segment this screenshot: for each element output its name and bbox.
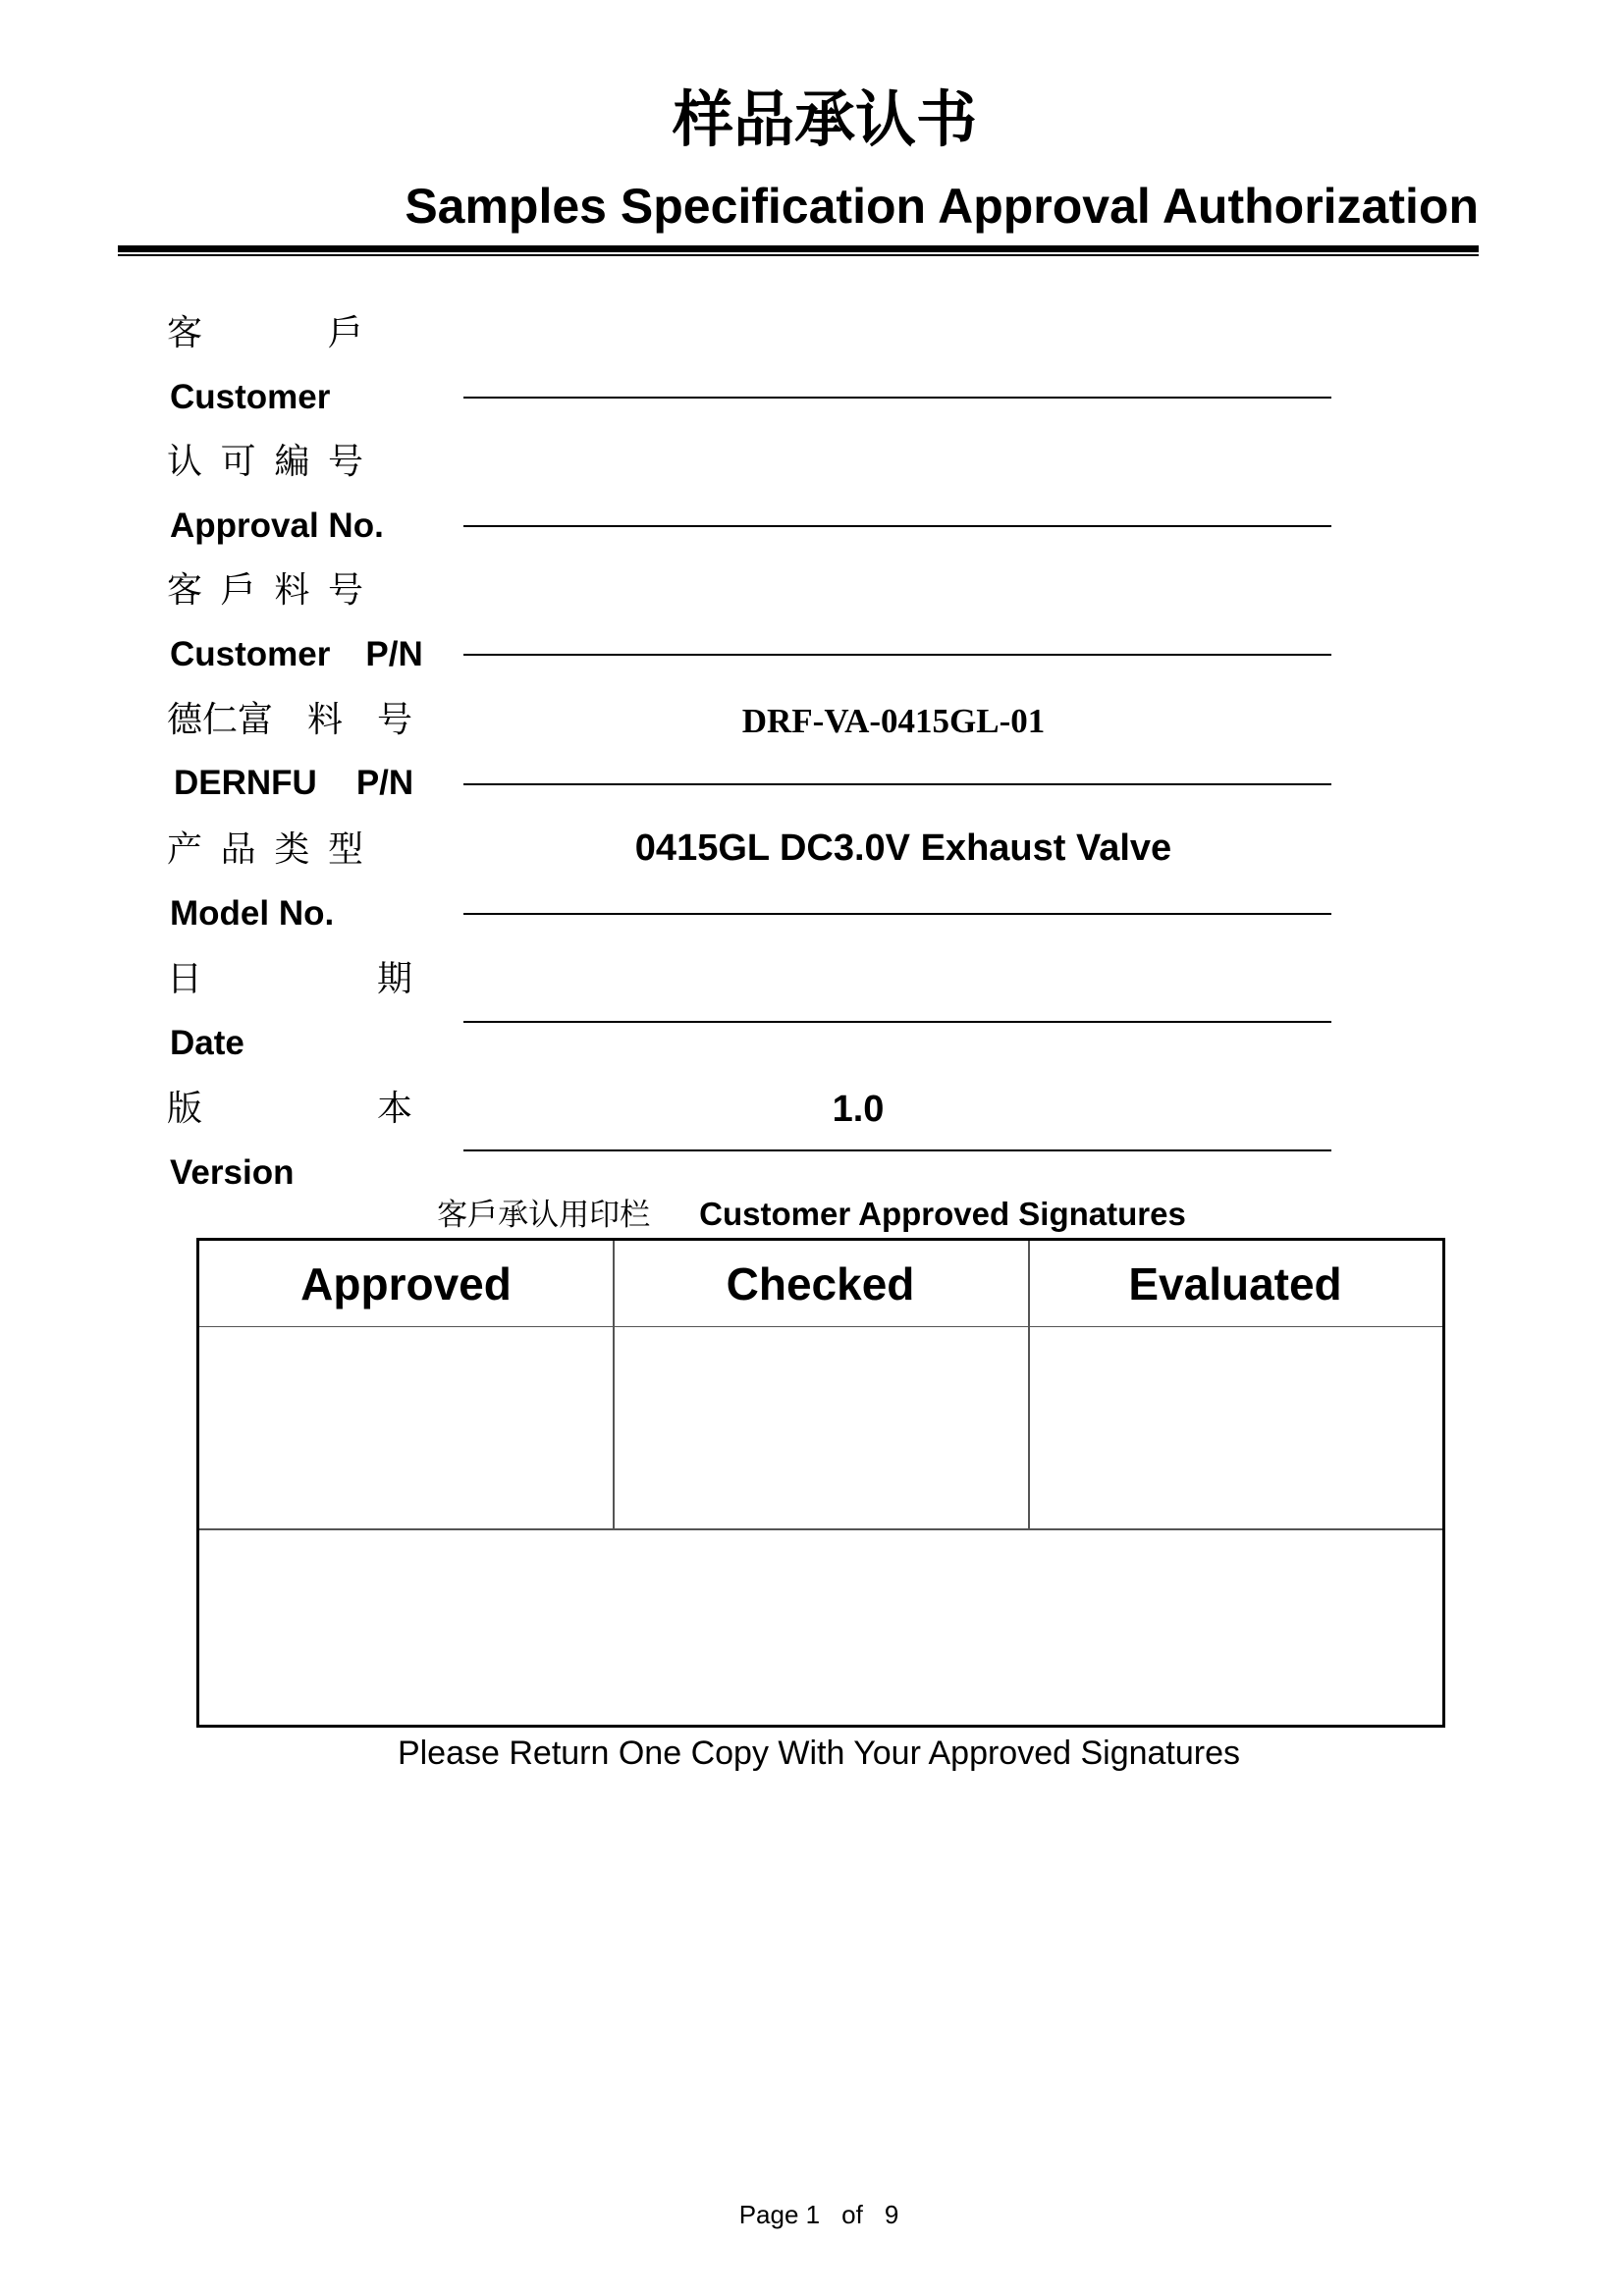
customer-pn-underline	[463, 654, 1331, 656]
evaluated-column-header: Evaluated	[1128, 1258, 1342, 1309]
model-no-value[interactable]: 0415GL DC3.0V Exhaust Valve	[634, 828, 1172, 869]
approval-no-label-cn: 认 可 編 号	[167, 442, 363, 482]
version-label-cn: 版 本	[167, 1089, 412, 1129]
document-title-chinese: 样品承认书	[672, 83, 977, 155]
approval-no-underline	[463, 525, 1331, 527]
signature-caption-cn: 客戶承认用印栏	[437, 1198, 651, 1233]
document-title-english: Samples Specification Approval Authorization	[405, 179, 1479, 234]
model-no-label-en: Model No.	[170, 894, 335, 933]
customer-pn-label-en: Customer P/N	[170, 635, 423, 673]
version-label-en: Version	[170, 1153, 295, 1192]
header-rule-thin	[118, 254, 1479, 256]
date-label-cn: 日 期	[167, 959, 412, 999]
dernfu-pn-label-en: DERNFU P/N	[174, 764, 414, 802]
of-label: of	[841, 2200, 863, 2229]
signature-caption	[0, 1194, 1623, 1236]
model-no-underline	[463, 913, 1331, 915]
dernfu-pn-label-cn: 德仁富 料 号	[167, 700, 412, 740]
date-underline	[463, 1021, 1331, 1023]
model-no-label-cn: 产 品 类 型	[167, 829, 363, 870]
signature-caption-en: Customer Approved Signatures	[699, 1196, 1186, 1232]
version-underline	[463, 1149, 1331, 1151]
return-instruction: Please Return One Copy With Your Approved Signatures	[397, 1735, 1241, 1772]
header-rule-thick	[118, 245, 1479, 252]
customer-pn-label-cn: 客 戶 料 号	[167, 570, 363, 611]
checked-column-header: Checked	[726, 1258, 915, 1309]
signature-table	[196, 1238, 1445, 1728]
page-total: 9	[884, 2200, 899, 2229]
date-label-en: Date	[170, 1024, 244, 1062]
dernfu-pn-underline	[463, 783, 1331, 785]
stamp-area[interactable]	[199, 1530, 1442, 1725]
dernfu-pn-value[interactable]: DRF-VA-0415GL-01	[741, 702, 1046, 740]
customer-label-cn: 客 戶	[167, 313, 363, 353]
page-footer	[0, 2199, 1623, 2230]
checked-signature-cell[interactable]	[613, 1327, 1028, 1528]
page-number: 1	[805, 2200, 821, 2229]
approved-signature-cell[interactable]	[199, 1327, 613, 1528]
customer-label-en: Customer	[170, 378, 331, 416]
customer-underline	[463, 397, 1331, 399]
version-value[interactable]: 1.0	[832, 1089, 885, 1130]
page-label: Page	[738, 2200, 799, 2229]
evaluated-signature-cell[interactable]	[1028, 1327, 1442, 1528]
approved-column-header: Approved	[300, 1258, 512, 1309]
approval-no-label-en: Approval No.	[170, 507, 384, 545]
